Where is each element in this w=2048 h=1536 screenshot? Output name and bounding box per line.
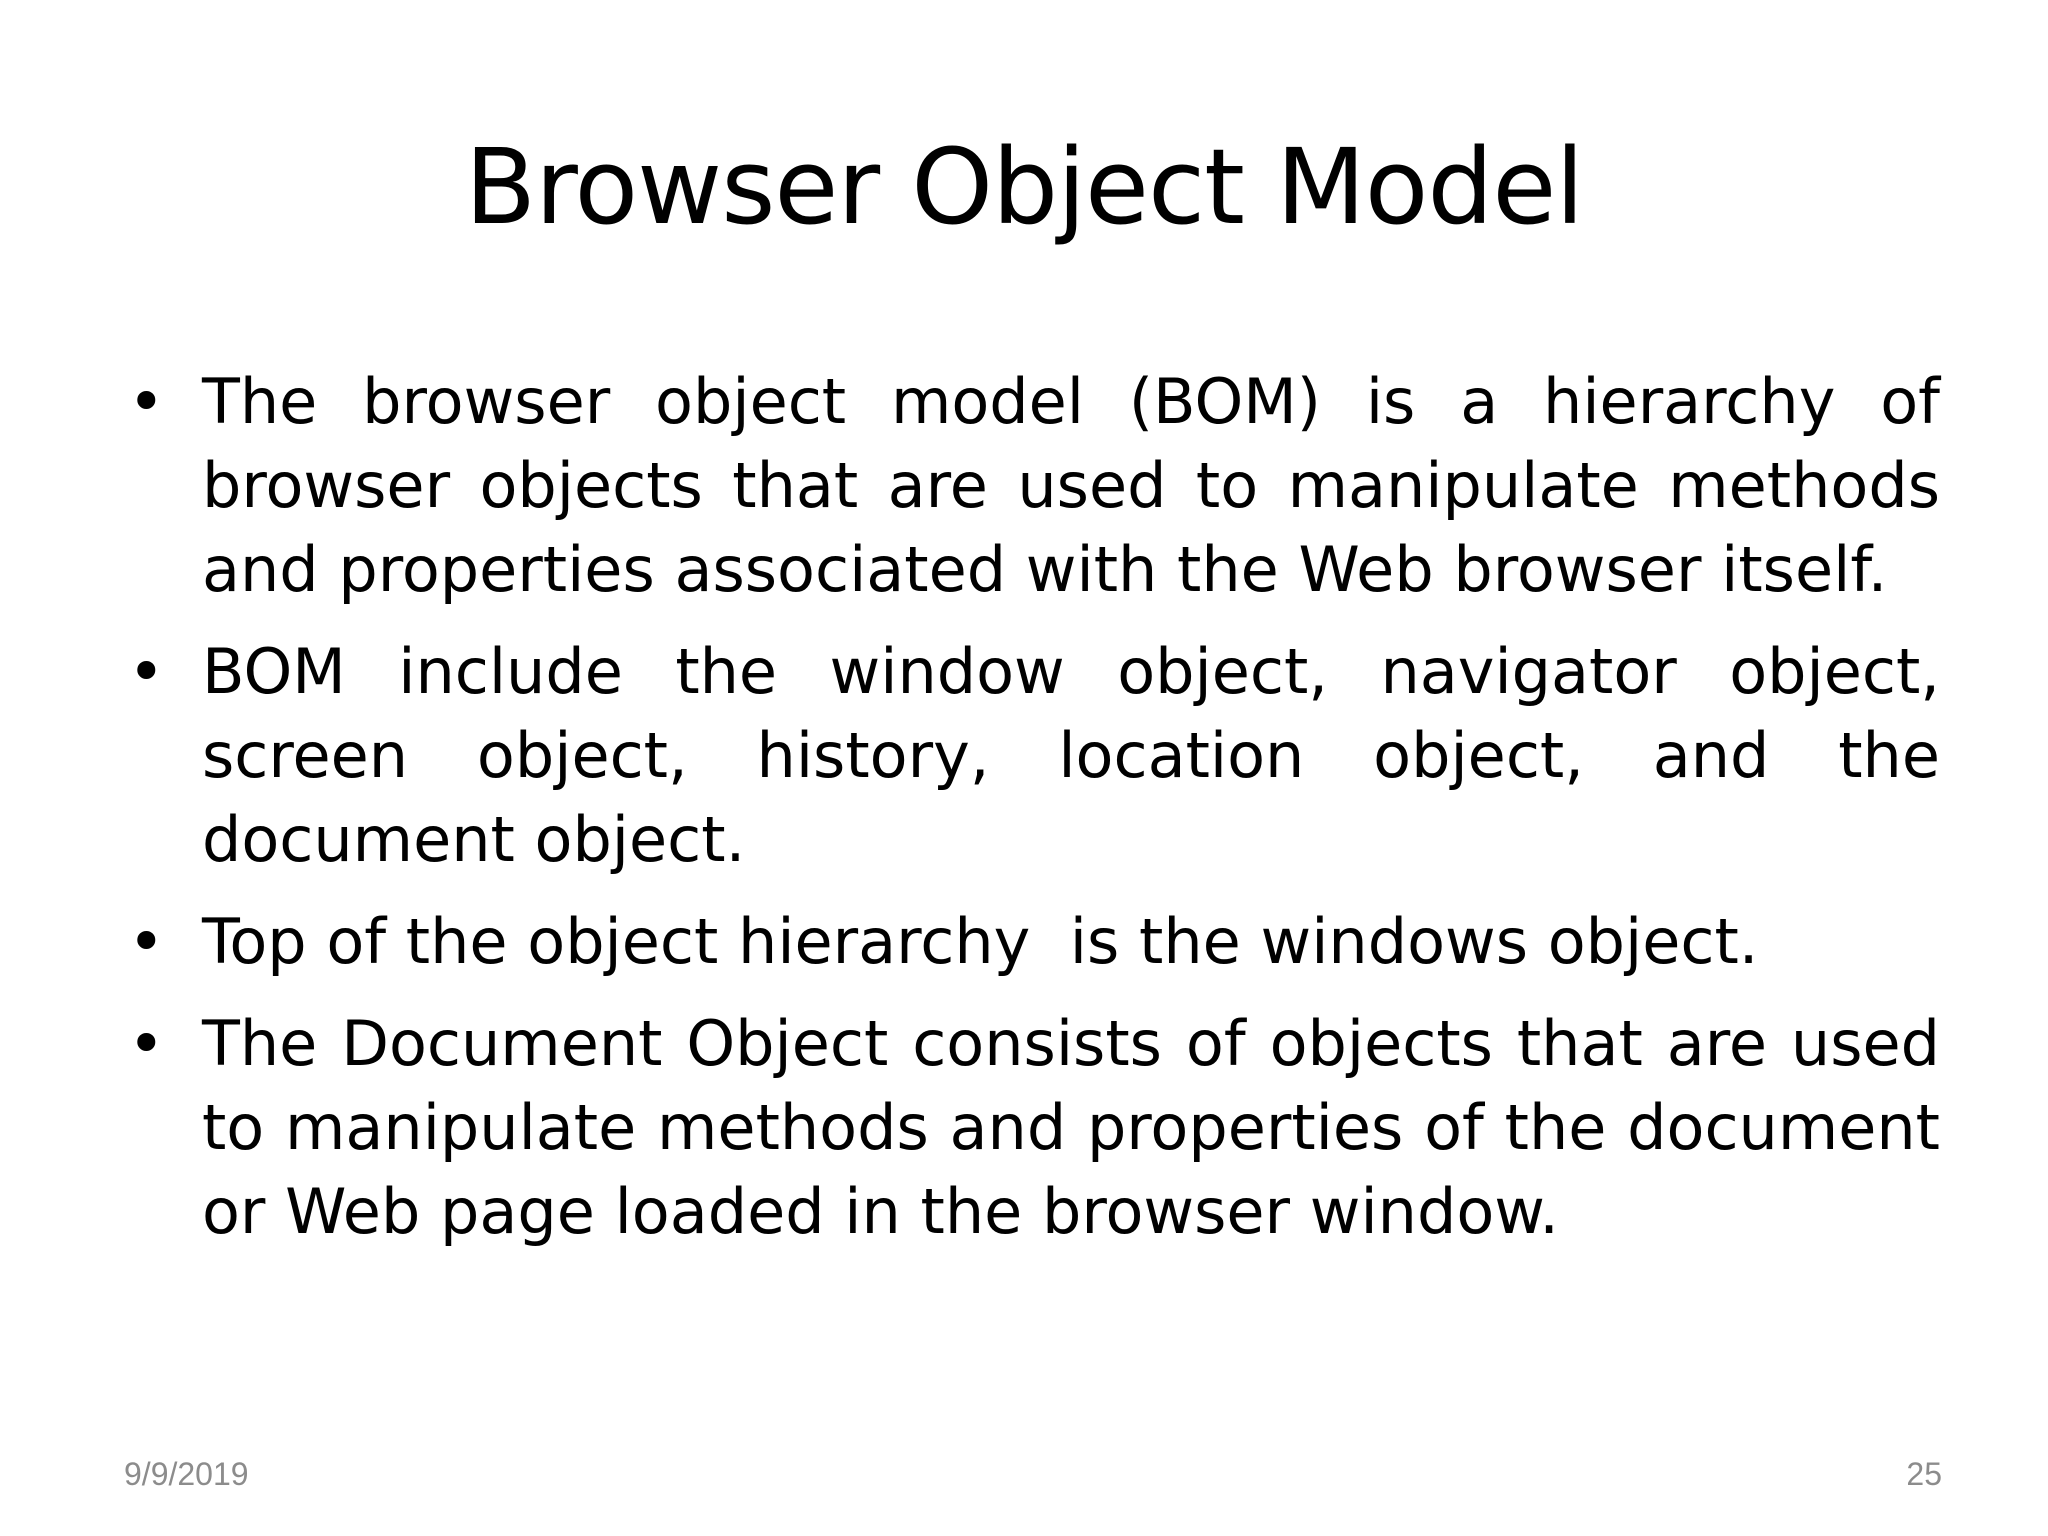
footer-page-number: 25: [1906, 1456, 1942, 1492]
bullet-icon: •: [128, 1007, 165, 1080]
bullet-item: [120, 1002, 1940, 1254]
bullet-text: BOM include the window object, navigator object, screen object, history, location object, and the document object.: [202, 635, 1940, 876]
bullet-item: [120, 900, 1940, 984]
bullet-list: [120, 360, 1940, 1254]
bullet-icon: •: [128, 905, 165, 978]
slide-title: Browser Object Model: [464, 126, 1584, 248]
bullet-text: The Document Object consists of objects that are used to manipulate methods and properties of the document or Web page loaded in the browser window.: [202, 1007, 1940, 1248]
bullet-icon: •: [128, 365, 165, 438]
bullet-text: Top of the object hierarchy is the windows object.: [202, 905, 1759, 978]
bullet-item: [120, 630, 1940, 882]
slide-content: [120, 360, 1940, 1272]
bullet-icon: •: [128, 635, 165, 708]
bullet-item: [120, 360, 1940, 612]
bullet-text: The browser object model (BOM) is a hierarchy of browser objects that are used to manipulate methods and properties associated with the Web browser itself.: [202, 365, 1940, 606]
footer-date: 9/9/2019: [124, 1456, 249, 1492]
